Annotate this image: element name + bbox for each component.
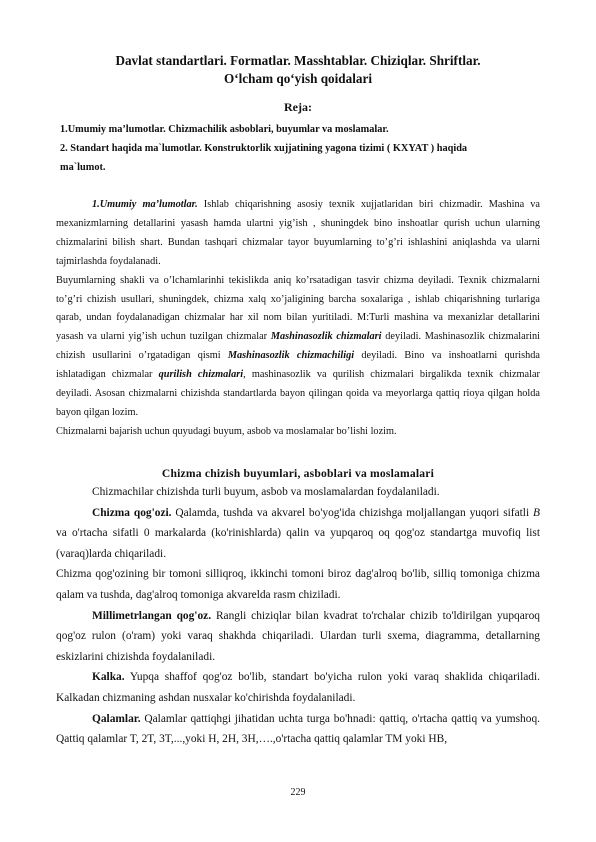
paragraph: Chizmachilar chizishda turli buyum, asbob va moslamalardan foydalaniladi. (92, 486, 440, 498)
term-lead: Kalka. (92, 671, 125, 684)
emphasis-term: Mashinasozlik chizmalari (270, 331, 382, 343)
paragraph: Chizmalarni bajarish uchun quyudagi buyum, asbob va moslamalar bo’lishi lozim. (56, 425, 397, 437)
paragraph: Buyumlarning shakli va o’lchamlarinhi tekislikda aniq ko’rsatadigan tasvir chizma deyiladi. Texnik chizmalarni to’g’ri chizish usullari, shuningdek, chizma xalq xo’jaligining barcha soxalariga , ishlab chiqarishning turlariga qarab, undan foydalanadigan chizmalar har xil nom bilan yuritiladi. M:Turli mashina va mexanizlar detallarini yasash va ularni yig’ish uchun tuzilgan chizmalar Mashinasozlik chizmalari deyiladi. Mashinasozlik chizmalarini chizish usullarini o’rgatadigan qismi Mashinasozlik chizmachiligi deyiladi. Bino va inshoatlarni qurishda ishlatadigan chizmalar qurilish chizmalari, mashinasozlik va qurilish chizmalari birgalikda texnik chizmalar deyiladi. Asosan chizmalarni chizishda standartlarda bayon qilingan qoida va meyorlarga qattiq rioya qilgan holda bayon qilgan lozim. (56, 274, 540, 418)
term-lead: Chizma qog'ozi. (92, 506, 172, 519)
emphasis-term: qurilish chizmalari (158, 369, 244, 381)
term-lead: Qalamlar. (92, 712, 141, 725)
plan-item-1: 1.Umumiy ma’lumotlar. Chizmachilik asboblari, buyumlar va moslamalar. (60, 124, 389, 135)
plan-item-2: 2. Standart haqida ma`lumotlar. Konstruktorlik xujjatining yagona tizimi ( KXYAT ) haqida (60, 143, 468, 154)
page-number: 229 (290, 787, 306, 798)
term-lead: Millimetrlangan qog'oz. (92, 609, 212, 622)
section-2-body (56, 482, 540, 750)
paragraph: 1.Umumiy ma’lumotlar. Ishlab chiqarishning asosiy texnik xujjatlaridan biri chizmadir. Mashina va mexanizmlarning detallarini yasash hamda ulartni yig’ish , shuningdek bino inshoatlar qurish uchun ularning chizmalarini bilish shart. Bundan tashqari chizmalar tayor buyumlarning to’g’ri ishlashini aniqlashda va ularni tajmirlashda foydalanadi. (56, 199, 540, 267)
plan-heading: Reja: (284, 100, 312, 114)
page-subtitle: O‘lcham qo‘yish qoidalari (223, 71, 372, 86)
emphasis-term: Mashinasozlik chizmachiligi (227, 350, 355, 362)
plan-item-2-continued: ma`lumot. (60, 162, 106, 173)
paragraph: Chizma qog'ozi. Qalamda, tushda va akvarel bo'yog'ida chizishga moljallangan yuqori sifatli B va o'rtacha sifatli 0 markalarda (ko'rinishlarda) qalin va yupqaroq oq qog'oz standartga muvofiq list (varaq)larda chiqariladi. (56, 506, 540, 560)
paragraph: Kalka. Yupqa shaffof qog'oz bo'lib, standart bo'yicha rulon yoki varaq shaklida chiqariladi. Kalkadan chizmaning ashdan nusxalar ko'chirishda foydalaniladi. (56, 671, 540, 704)
paragraph: Qalamlar. Qalamlar qattiqhgi jihatidan uchta turga bo'hnadi: qattiq, o'rtacha qattiq va yumshoq. Qattiq qalamlar T, 2T, 3T,...,yoki H, 2H, 3H,….,o'rtacha qattiq qalamlar TM yoki HB, (56, 712, 540, 746)
section-heading: Chizma chizish buyumlari, asboblari va moslamalari (161, 467, 435, 480)
section-1-body (56, 196, 540, 442)
paragraph: Chizma qog'ozining bir tomoni silliqroq, ikkinchi tomoni biroz dag'alroq bo'lib, silliq tomoniga chizma qalam va tushda, dag'alroq tomoniga akvarelda rasm chiziladi. (56, 568, 540, 601)
section-lead: 1.Umumiy ma’lumotlar. (92, 199, 198, 210)
paragraph: Millimetrlangan qog'oz. Rangli chiziqlar bilan kvadrat to'rchalar chizib to'ldirilgan yupqaroq qog'oz rulon (o'ram) yoki varaq shakhda chiqariladi. Ulardan turli sxema, diagramma, detallarning eskizlarini chizishda foydalaniladi. (56, 609, 540, 663)
page-title: Davlat standartlari. Formatlar. Masshtablar. Chiziqlar. Shriftlar. (115, 53, 481, 68)
